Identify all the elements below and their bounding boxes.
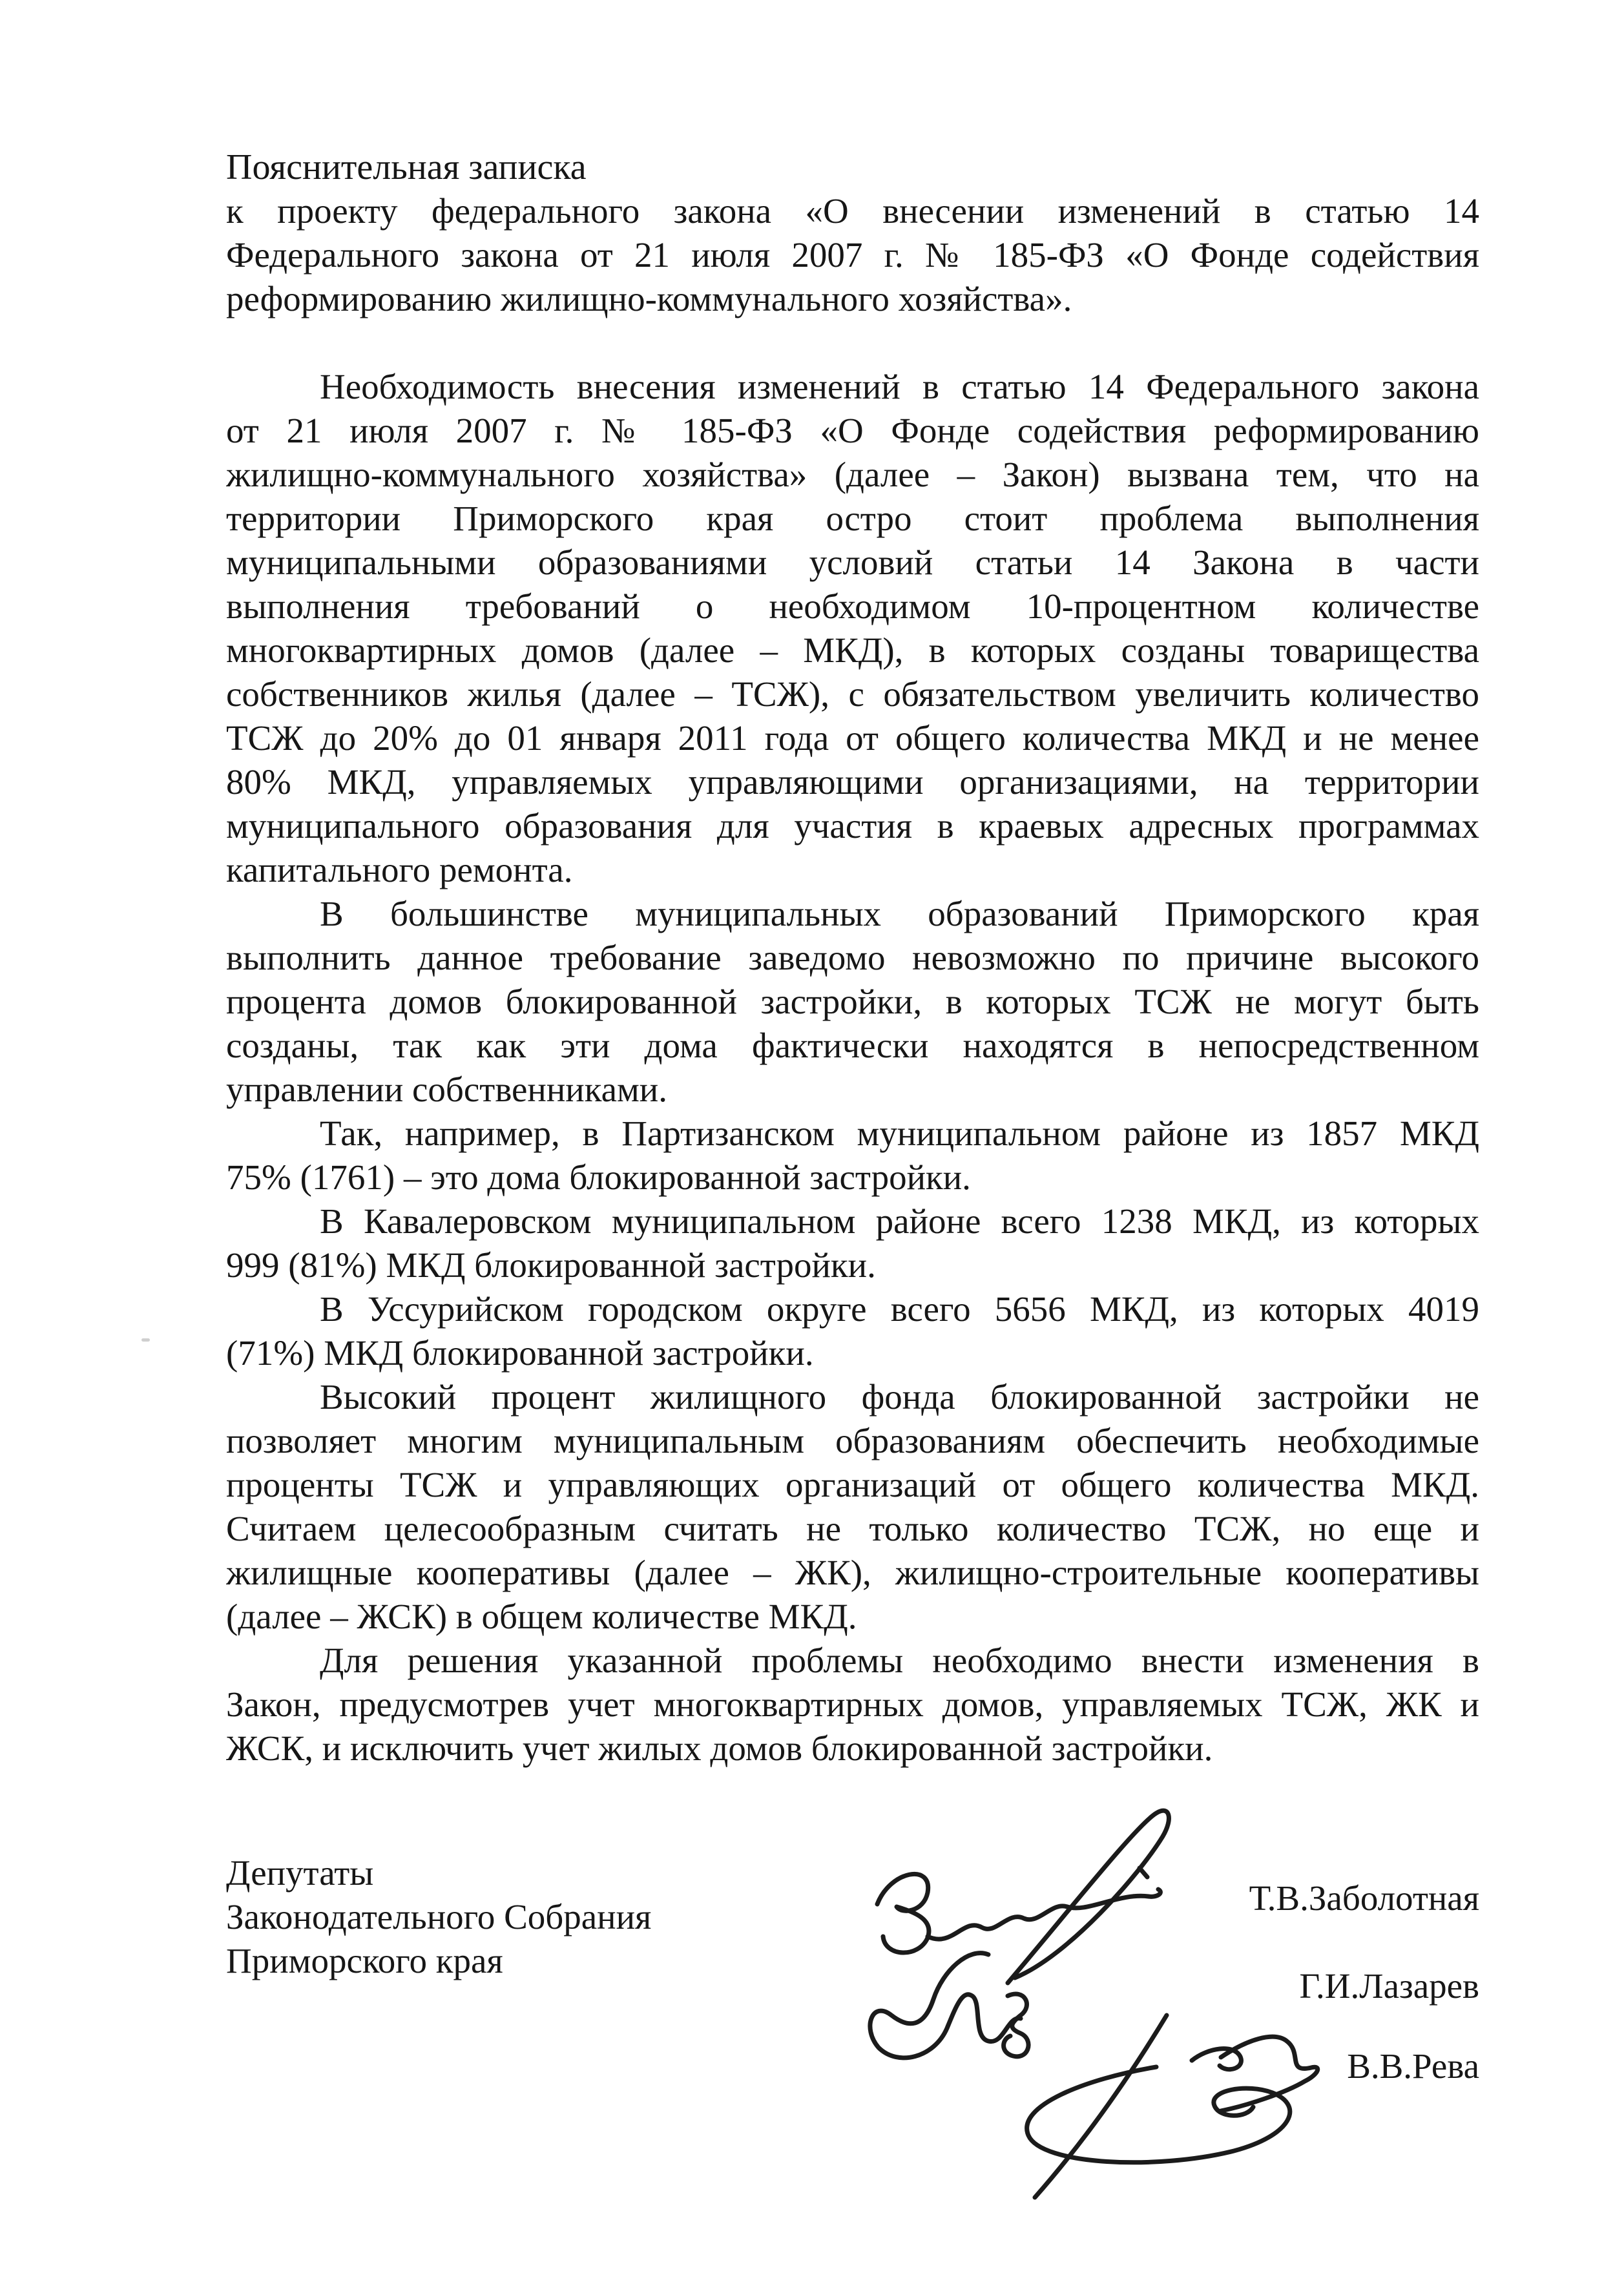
text-line: управлении собственниками. [226,1070,667,1109]
document-text-block [226,145,1479,1770]
text-line: В Кавалеровском муниципальном районе всего 1238 МКД, из которых [320,1201,1479,1241]
text-line: 75% (1761) – это дома блокированной застройки. [226,1157,971,1197]
text-line: В Уссурийском городском округе всего 5656 МКД, из которых 4019 [320,1289,1479,1329]
signature-left-line: Законодательного Собрания [226,1897,652,1936]
text-line: ТСЖ до 20% до 01 января 2011 года от общего количества МКД и не менее [226,718,1479,758]
text-line: многоквартирных домов (далее – МКД), в которых созданы товарищества [226,630,1479,670]
text-line: ЖСК, и исключить учет жилых домов блокированной застройки. [226,1728,1213,1768]
signatory-name: Г.И.Лазарев [1299,1966,1479,2006]
text-line: жилищные кооперативы (далее – ЖК), жилищно-строительные кооперативы [226,1553,1479,1592]
text-line: (далее – ЖСК) в общем количестве МКД. [226,1597,857,1636]
text-line: муниципальными образованиями условий статьи 14 Закона в части [226,543,1479,582]
text-line: муниципального образования для участия в краевых адресных программах [226,806,1479,846]
text-line: Закон, предусмотрев учет многоквартирных домов, управляемых ТСЖ, ЖК и [226,1685,1479,1724]
signature-zabolotnaya [877,1811,1169,1983]
text-line: Для решения указанной проблемы необходимо внести изменения в [320,1641,1479,1680]
text-line: позволяет многим муниципальным образованиям обеспечить необходимые [226,1421,1479,1460]
text-line: выполнения требований о необходимом 10-процентном количестве [226,586,1479,626]
document-title: Пояснительная записка [226,147,587,187]
text-line: В большинстве муниципальных образований Приморского края [320,894,1479,933]
text-line: проценты ТСЖ и управляющих организаций от общего количества МКД. [226,1465,1479,1504]
text-line: капитального ремонта. [226,850,573,889]
text-line: собственников жилья (далее – ТСЖ), с обязательством увеличить количество [226,674,1479,714]
subtitle-line: реформированию жилищно-коммунального хозяйства». [226,279,1072,318]
signatory-name: В.В.Рева [1347,2046,1479,2086]
text-line: процента домов блокированной застройки, в которых ТСЖ не могут быть [226,982,1479,1021]
scan-speck-artifact [141,1338,150,1342]
text-line: выполнить данное требование заведомо невозможно по причине высокого [226,938,1479,977]
blank-line [226,321,1479,365]
signature-lazarev [870,1953,1028,2058]
signature-left-line: Приморского края [226,1941,503,1980]
signature-left-column [226,1851,651,1983]
signature-reva [1027,2015,1318,2197]
text-line: жилищно-коммунального хозяйства» (далее – Закон) вызвана тем, что на [226,455,1479,494]
text-line: Так, например, в Партизанском муниципальном районе из 1857 МКД [320,1114,1479,1153]
text-line: (71%) МКД блокированной застройки. [226,1333,814,1373]
handwritten-signatures [795,1679,1376,2261]
text-line: 80% МКД, управляемых управляющими организациями, на территории [226,762,1479,802]
signature-left-line: Депутаты [226,1853,374,1893]
text-line: Высокий процент жилищного фонда блокированной застройки не [320,1377,1479,1417]
text-line: территории Приморского края остро стоит проблема выполнения [226,499,1479,538]
text-line: созданы, так как эти дома фактически находятся в непосредственном [226,1026,1479,1065]
subtitle-line: к проекту федерального закона «О внесении изменений в статью 14 [226,191,1479,231]
text-line: Необходимость внесения изменений в статью 14 Федерального закона [320,367,1479,406]
text-line: Считаем целесообразным считать не только количество ТСЖ, но еще и [226,1509,1479,1548]
text-line: 999 (81%) МКД блокированной застройки. [226,1245,876,1285]
signatory-name: Т.В.Заболотная [1249,1878,1479,1918]
subtitle-line: Федерального закона от 21 июля 2007 г. № 185-ФЗ «О Фонде содействия [226,235,1479,275]
text-line: от 21 июля 2007 г. № 185-ФЗ «О Фонде содействия реформированию [226,411,1479,450]
